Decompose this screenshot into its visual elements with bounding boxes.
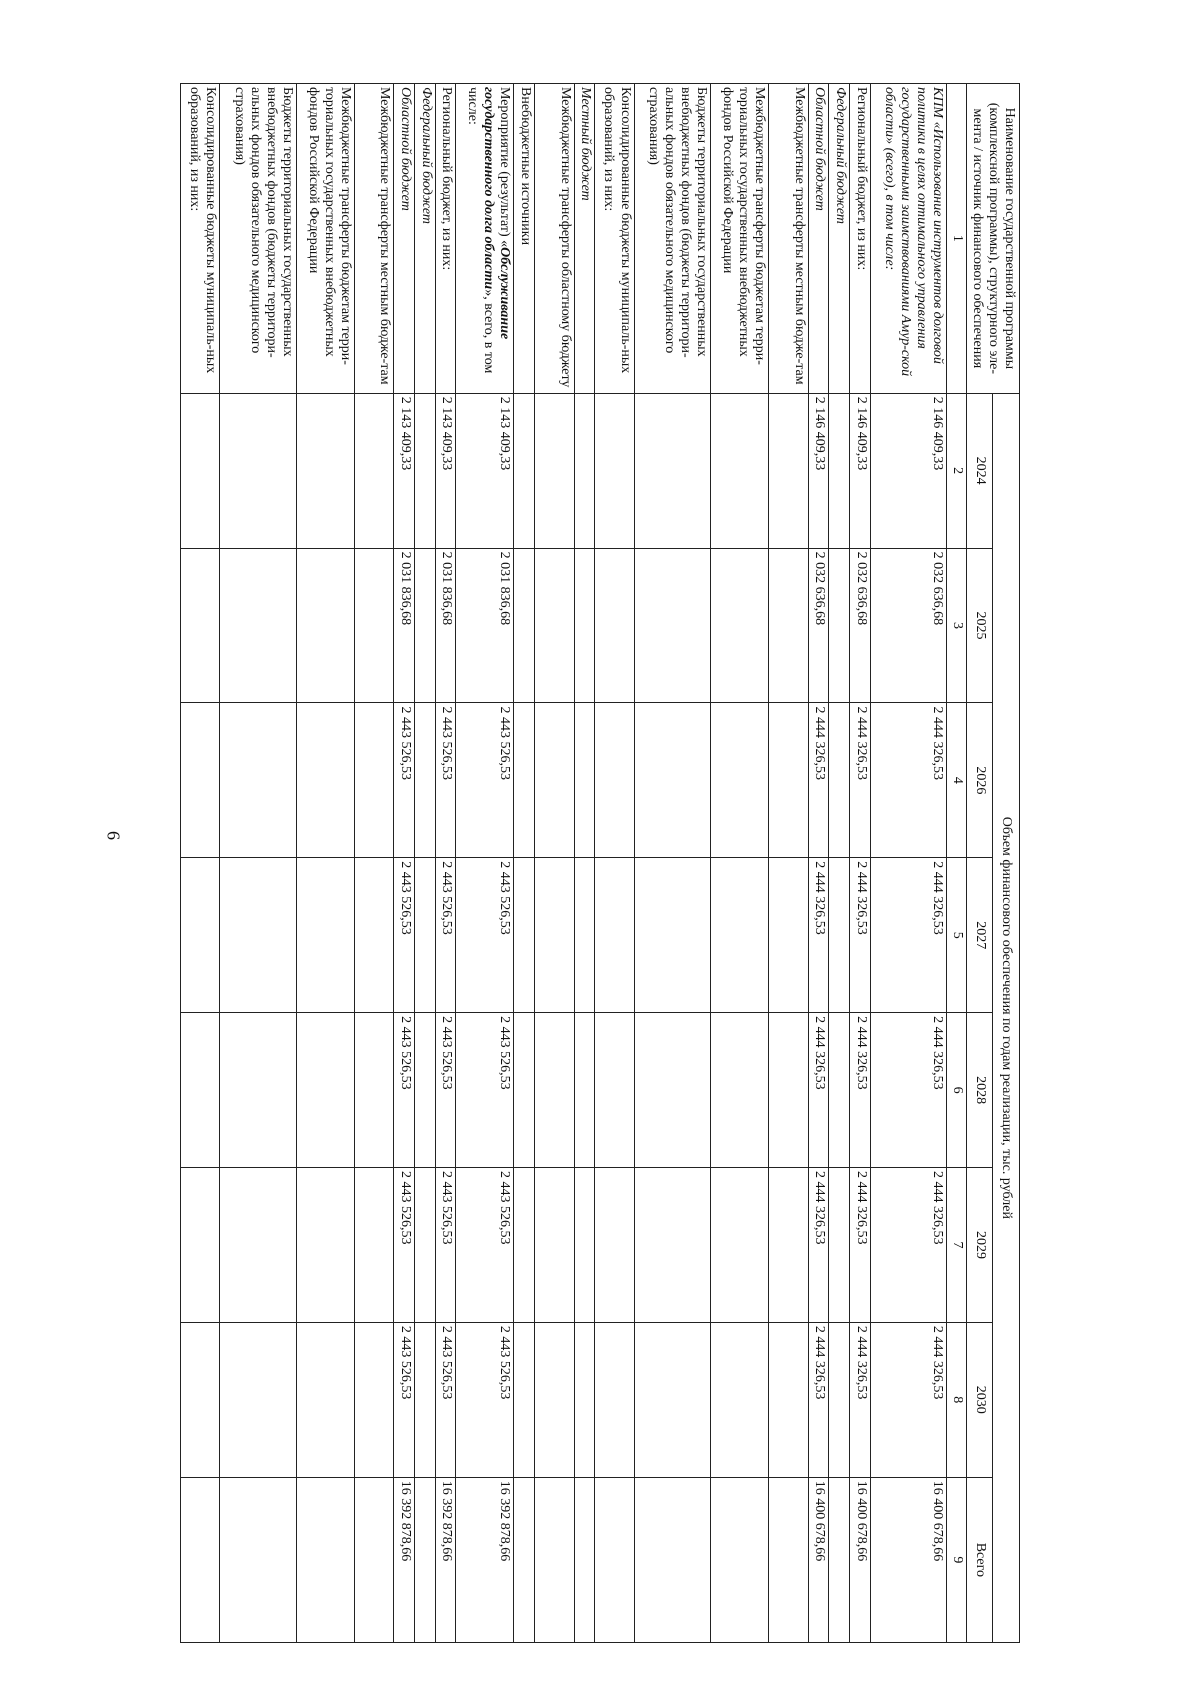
cell-value: 2 444 326,53 (870, 1168, 947, 1323)
table-row (355, 84, 394, 1643)
cell-value (829, 1168, 850, 1323)
cell-value (711, 1013, 769, 1168)
row-label: Областной бюджет (808, 84, 829, 394)
cell-value (574, 703, 595, 858)
header-year: 2028 (966, 1013, 993, 1168)
row-label: Областной бюджет (394, 84, 415, 394)
cell-value (297, 548, 355, 703)
header-year: 2024 (966, 393, 993, 548)
cell-value (220, 548, 297, 703)
cell-value: 2 146 409,33 (870, 393, 947, 548)
cell-value (514, 1477, 535, 1642)
row-label: Консолидированные бюджеты муниципаль-ных образований, из них: (181, 84, 220, 394)
cell-value: 16 392 878,66 (394, 1477, 415, 1642)
cell-value (769, 1013, 808, 1168)
cell-value (220, 858, 297, 1013)
table-row (595, 84, 634, 1643)
cell-value: 2 443 526,53 (456, 1013, 514, 1168)
cell-value (595, 1013, 634, 1168)
table-row (394, 84, 415, 1643)
cell-value: 16 400 678,66 (808, 1477, 829, 1642)
cell-value (574, 393, 595, 548)
row-label: Межбюджетные трансферты областному бюджету (535, 84, 574, 394)
cell-value (297, 1322, 355, 1477)
header-year: 2030 (966, 1322, 993, 1477)
cell-value (829, 1013, 850, 1168)
cell-value: 2 444 326,53 (808, 1168, 829, 1323)
cell-value (297, 393, 355, 548)
cell-value (355, 393, 394, 548)
cell-value: 16 400 678,66 (849, 1477, 870, 1642)
cell-value (355, 1168, 394, 1323)
row-label: Региональный бюджет, из них: (849, 84, 870, 394)
cell-value: 2 146 409,33 (808, 393, 829, 548)
cell-value: 2 031 836,68 (456, 548, 514, 703)
cell-value (355, 1322, 394, 1477)
cell-value (535, 858, 574, 1013)
table-row (769, 84, 808, 1643)
cell-value (595, 1322, 634, 1477)
header-col-number: 8 (947, 1322, 967, 1477)
cell-value (574, 548, 595, 703)
cell-value (514, 858, 535, 1013)
cell-value: 2 443 526,53 (435, 703, 456, 858)
cell-value (634, 703, 711, 858)
table-row (535, 84, 574, 1643)
cell-value: 2 444 326,53 (870, 1013, 947, 1168)
header-col-number: 1 (947, 84, 967, 394)
cell-value (574, 1322, 595, 1477)
table-row (634, 84, 711, 1643)
cell-value (574, 858, 595, 1013)
cell-value (415, 1477, 436, 1642)
cell-value (535, 393, 574, 548)
cell-value: 2 443 526,53 (435, 858, 456, 1013)
header-col-number: 7 (947, 1168, 967, 1323)
cell-value (355, 1013, 394, 1168)
cell-value (829, 393, 850, 548)
cell-value (634, 1477, 711, 1642)
cell-value: 2 443 526,53 (456, 858, 514, 1013)
cell-value (595, 548, 634, 703)
cell-value (574, 1168, 595, 1323)
cell-value: 2 444 326,53 (870, 1322, 947, 1477)
cell-value: 2 443 526,53 (456, 1168, 514, 1323)
table-row (456, 84, 514, 1643)
cell-value (514, 548, 535, 703)
cell-value: 2 443 526,53 (394, 1013, 415, 1168)
row-label: Региональный бюджет, из них: (435, 84, 456, 394)
cell-value: 2 443 526,53 (394, 858, 415, 1013)
cell-value (634, 858, 711, 1013)
cell-value: 2 143 409,33 (394, 393, 415, 548)
cell-value: 2 032 636,68 (870, 548, 947, 703)
cell-value: 2 443 526,53 (435, 1322, 456, 1477)
cell-value: 2 444 326,53 (849, 1168, 870, 1323)
cell-value (415, 1322, 436, 1477)
cell-value (829, 1322, 850, 1477)
header-col-number: 2 (947, 393, 967, 548)
cell-value (769, 858, 808, 1013)
cell-value: 2 443 526,53 (456, 703, 514, 858)
cell-value (514, 1322, 535, 1477)
cell-value: 2 444 326,53 (849, 1322, 870, 1477)
cell-value: 2 443 526,53 (456, 1322, 514, 1477)
cell-value (711, 1477, 769, 1642)
header-col-number: 4 (947, 703, 967, 858)
cell-value: 2 444 326,53 (870, 703, 947, 858)
cell-value: 2 032 636,68 (849, 548, 870, 703)
cell-value (535, 703, 574, 858)
cell-value (769, 393, 808, 548)
cell-value (415, 393, 436, 548)
cell-value: 2 032 636,68 (808, 548, 829, 703)
row-label (456, 84, 514, 394)
cell-value (181, 1013, 220, 1168)
header-year: 2029 (966, 1168, 993, 1323)
cell-value: 2 146 409,33 (849, 393, 870, 548)
cell-value (634, 1322, 711, 1477)
table-row (297, 84, 355, 1643)
cell-value (769, 1477, 808, 1642)
header-group: Объем финансового обеспечения по годам реализации, тыс. рублей (993, 393, 1020, 1642)
row-label-suffix: », всего, в том числе: (465, 87, 497, 374)
cell-value: 2 444 326,53 (808, 858, 829, 1013)
header-col-number: 5 (947, 858, 967, 1013)
row-label: Внебюджетные источники (514, 84, 535, 394)
cell-value (181, 1168, 220, 1323)
row-label: Межбюджетные трансферты бюджетам терри-ториальных государственных внебюджетных фондов Российской Федерации (711, 84, 769, 394)
cell-value (595, 1168, 634, 1323)
cell-value (415, 703, 436, 858)
row-label: Федеральный бюджет (415, 84, 436, 394)
cell-value (634, 548, 711, 703)
cell-value (514, 393, 535, 548)
cell-value (535, 548, 574, 703)
cell-value (769, 703, 808, 858)
cell-value: 2 444 326,53 (808, 1013, 829, 1168)
cell-value (535, 1322, 574, 1477)
cell-value (297, 1013, 355, 1168)
table-row (220, 84, 297, 1643)
cell-value (514, 1013, 535, 1168)
cell-value (514, 703, 535, 858)
row-label: Межбюджетные трансферты местным бюдже-там (355, 84, 394, 394)
cell-value: 2 031 836,68 (394, 548, 415, 703)
cell-value (355, 858, 394, 1013)
row-label: Межбюджетные трансферты местным бюдже-там (769, 84, 808, 394)
header-col1: Наименование государственной программы (комплексной программы), структурного эле-мента / источник финансового обеспечения (966, 84, 1019, 394)
cell-value (769, 1322, 808, 1477)
cell-value (711, 548, 769, 703)
table-row (808, 84, 829, 1643)
cell-value (535, 1477, 574, 1642)
header-total: Всего (966, 1477, 993, 1642)
cell-value (829, 548, 850, 703)
cell-value (595, 1477, 634, 1642)
cell-value: 2 444 326,53 (849, 1013, 870, 1168)
cell-value (595, 858, 634, 1013)
row-label: Федеральный бюджет (829, 84, 850, 394)
page-number: 6 (103, 831, 124, 840)
header-year: 2027 (966, 858, 993, 1013)
cell-value: 2 444 326,53 (849, 858, 870, 1013)
cell-value (574, 1477, 595, 1642)
cell-value (181, 548, 220, 703)
cell-value: 2 444 326,53 (870, 858, 947, 1013)
cell-value: 2 443 526,53 (394, 1168, 415, 1323)
row-label: Межбюджетные трансферты бюджетам терри-ториальных государственных внебюджетных фондов Российской Федерации (297, 84, 355, 394)
table-row (829, 84, 850, 1643)
cell-value (181, 858, 220, 1013)
cell-value (595, 703, 634, 858)
cell-value (220, 1322, 297, 1477)
cell-value: 2 143 409,33 (456, 393, 514, 548)
cell-value (711, 1322, 769, 1477)
cell-value (220, 703, 297, 858)
row-label-emphasis: Обслуживание государственного долга области (481, 87, 513, 340)
row-label: КПМ «Использование инструментов долговой политики в целях оптимального управления государственными заимствованиями Амур-ской области» (всего), в том числе: (870, 84, 947, 394)
cell-value (634, 1013, 711, 1168)
cell-value (634, 393, 711, 548)
cell-value (220, 1013, 297, 1168)
cell-value (181, 393, 220, 548)
cell-value (829, 858, 850, 1013)
cell-value: 2 444 326,53 (849, 703, 870, 858)
cell-value (415, 548, 436, 703)
row-label: Консолидированные бюджеты муниципаль-ных образований, из них: (595, 84, 634, 394)
cell-value (711, 393, 769, 548)
cell-value (769, 1168, 808, 1323)
cell-value (181, 1322, 220, 1477)
cell-value (769, 548, 808, 703)
cell-value: 2 443 526,53 (394, 1322, 415, 1477)
table-row (870, 84, 947, 1643)
cell-value (711, 703, 769, 858)
cell-value (355, 1477, 394, 1642)
table-row (574, 84, 595, 1643)
table-row (181, 84, 220, 1643)
header-col-number: 9 (947, 1477, 967, 1642)
cell-value (415, 1168, 436, 1323)
cell-value (297, 1168, 355, 1323)
cell-value (181, 703, 220, 858)
cell-value (220, 1168, 297, 1323)
header-year: 2025 (966, 548, 993, 703)
header-year: 2026 (966, 703, 993, 858)
cell-value (220, 1477, 297, 1642)
cell-value: 2 031 836,68 (435, 548, 456, 703)
cell-value (829, 703, 850, 858)
cell-value: 2 443 526,53 (394, 703, 415, 858)
cell-value (297, 1477, 355, 1642)
cell-value: 16 392 878,66 (435, 1477, 456, 1642)
rotated-table-wrapper (180, 83, 1020, 1643)
cell-value (595, 393, 634, 548)
cell-value (297, 858, 355, 1013)
cell-value (181, 1477, 220, 1642)
cell-value: 2 443 526,53 (435, 1168, 456, 1323)
cell-value: 2 443 526,53 (435, 1013, 456, 1168)
header-col-number: 3 (947, 548, 967, 703)
row-label: Бюджеты территориальных государственных внебюджетных фондов (бюджеты территори-альных фондов обязательного медицинского страхования) (634, 84, 711, 394)
cell-value (220, 393, 297, 548)
cell-value (297, 703, 355, 858)
table-row (415, 84, 436, 1643)
table-row (849, 84, 870, 1643)
cell-value (711, 858, 769, 1013)
cell-value (415, 858, 436, 1013)
header-col-number: 6 (947, 1013, 967, 1168)
cell-value (355, 548, 394, 703)
table-row (711, 84, 769, 1643)
cell-value (415, 1013, 436, 1168)
cell-value: 16 392 878,66 (456, 1477, 514, 1642)
cell-value (514, 1168, 535, 1323)
cell-value: 16 400 678,66 (870, 1477, 947, 1642)
cell-value: 2 444 326,53 (808, 703, 829, 858)
cell-value: 2 444 326,53 (808, 1322, 829, 1477)
cell-value (355, 703, 394, 858)
cell-value (711, 1168, 769, 1323)
cell-value: 2 143 409,33 (435, 393, 456, 548)
cell-value (574, 1013, 595, 1168)
cell-value (535, 1013, 574, 1168)
row-label: Местный бюджет (574, 84, 595, 394)
row-label: Бюджеты территориальных государственных внебюджетных фондов (бюджеты территори-альных фондов обязательного медицинского страхования) (220, 84, 297, 394)
financing-table (180, 83, 1020, 1643)
cell-value (535, 1168, 574, 1323)
cell-value (634, 1168, 711, 1323)
table-row (514, 84, 535, 1643)
table-row (435, 84, 456, 1643)
row-label-prefix: Мероприятие (результат) « (497, 87, 513, 248)
cell-value (829, 1477, 850, 1642)
